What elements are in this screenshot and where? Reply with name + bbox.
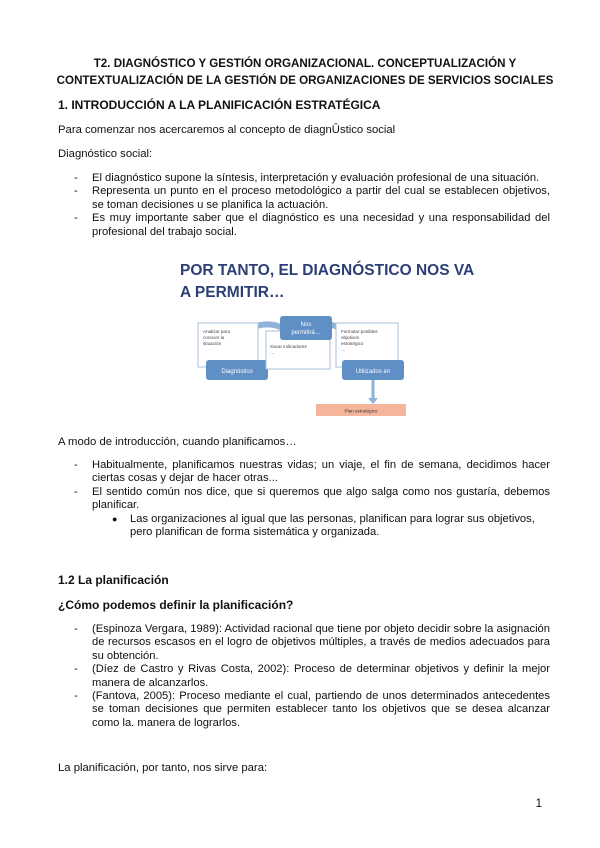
title-line-2: CONTEXTUALIZACIÓN DE LA GESTIÓN DE ORGANIZACIONES DE SERVICIOS SOCIALES bbox=[56, 74, 554, 87]
box-diagnostico bbox=[198, 323, 268, 380]
diagnostico-diagram bbox=[170, 256, 475, 420]
list-item-text: El sentido común nos dice, que si queremos que algo salga como nos gustaría, debemos planificar. bbox=[92, 485, 550, 512]
list-item: - (Díez de Castro y Rivas Costa, 2002): Proceso de determinar objetivos y definir la mejor manera de alcanzarlos. bbox=[58, 663, 550, 690]
sub-list bbox=[92, 513, 550, 540]
box-utilizados-en bbox=[336, 323, 404, 380]
list-item: - (Espinoza Vergara, 1989): Actividad racional que tiene por objeto decidir sobre la asignación de recursos escasos en el logro de objetivos múltiples, a través de medios adecuados para su obtención. bbox=[58, 623, 550, 663]
section-1-intro: Para comenzar nos acercaremos al concepto de diagnÛstico social bbox=[58, 124, 396, 136]
list-item: - El diagnóstico supone la síntesis, interpretación y evaluación profesional de una situación. bbox=[58, 172, 550, 185]
box1-item: Analizar para bbox=[203, 329, 231, 334]
box3-item: objetivos bbox=[341, 335, 360, 340]
list-item: - Es muy importante saber que el diagnóstico es una necesidad y una responsabilidad del profesional del trabajo social. bbox=[58, 212, 550, 239]
box2-header-line-2: permitirá… bbox=[291, 330, 321, 336]
sub-list-item: ● Las organizaciones al igual que las personas, planifican para lograr sus objetivos, pero planifican de forma sistemática y organizada. bbox=[92, 513, 550, 540]
title-line-1: T2. DIAGNÓSTICO Y GESTIÓN ORGANIZACIONAL. CONCEPTUALIZACIÓN Y bbox=[93, 57, 517, 70]
box3-item: estratégico bbox=[341, 341, 364, 346]
diagnostico-list bbox=[58, 172, 550, 239]
closing-sentence: La planificación, por tanto, nos sirve para: bbox=[58, 762, 268, 774]
box1-label: Diagnóstico bbox=[221, 369, 253, 375]
box2-item: … bbox=[270, 350, 275, 355]
page-number: 1 bbox=[535, 798, 542, 810]
box3-item: … bbox=[341, 347, 346, 352]
diagram-heading-line-1: POR TANTO, EL DIAGNÓSTICO NOS VA bbox=[180, 262, 475, 279]
intro-lead: A modo de introducción, cuando planificamos… bbox=[58, 436, 297, 448]
section-1-2-heading: 1.2 La planificación bbox=[58, 573, 169, 587]
list-item: - Habitualmente, planificamos nuestras vidas; un viaje, el fin de semana, decidimos hacer ciertas cosas y dejar de hacer otras... bbox=[58, 459, 550, 486]
diagram-heading-line-2: A PERMITIR… bbox=[180, 284, 285, 301]
box2-header-line-1: Nos bbox=[300, 322, 312, 328]
box2-header-bg bbox=[280, 316, 332, 340]
intro-list bbox=[58, 459, 550, 539]
plan-estrategico-label: Plan estratégico bbox=[344, 408, 378, 414]
definitions-list bbox=[58, 623, 550, 730]
box1-item: situación bbox=[203, 341, 222, 346]
box1-item: conocer la bbox=[203, 335, 225, 340]
box3-item: Formular posibles bbox=[341, 329, 378, 334]
box2-item: Sacar indicadores bbox=[270, 344, 307, 349]
diagnostico-label: Diagnóstico social: bbox=[58, 148, 153, 160]
document-title bbox=[40, 55, 570, 89]
section-1-heading: 1. INTRODUCCIÓN A LA PLANIFICACIÓN ESTRATÉGICA bbox=[58, 98, 381, 112]
list-item: - Representa un punto en el proceso metodológico a partir del cual se establecen objetivos, se toman decisiones u se planifica la actuación. bbox=[58, 185, 550, 212]
list-item bbox=[58, 486, 550, 540]
list-item: - (Fantova, 2005): Proceso mediante el cual, partiendo de unos determinados antecedentes se toman decisiones que permiten establecer tanto los objetivos que se desea alcanzar como la. manera de lograrlos. bbox=[58, 690, 550, 730]
section-1-2-question: ¿Cómo podemos definir la planificación? bbox=[58, 598, 294, 612]
arrow-down-head bbox=[368, 398, 378, 404]
box3-label: Utilizados en bbox=[355, 369, 391, 375]
